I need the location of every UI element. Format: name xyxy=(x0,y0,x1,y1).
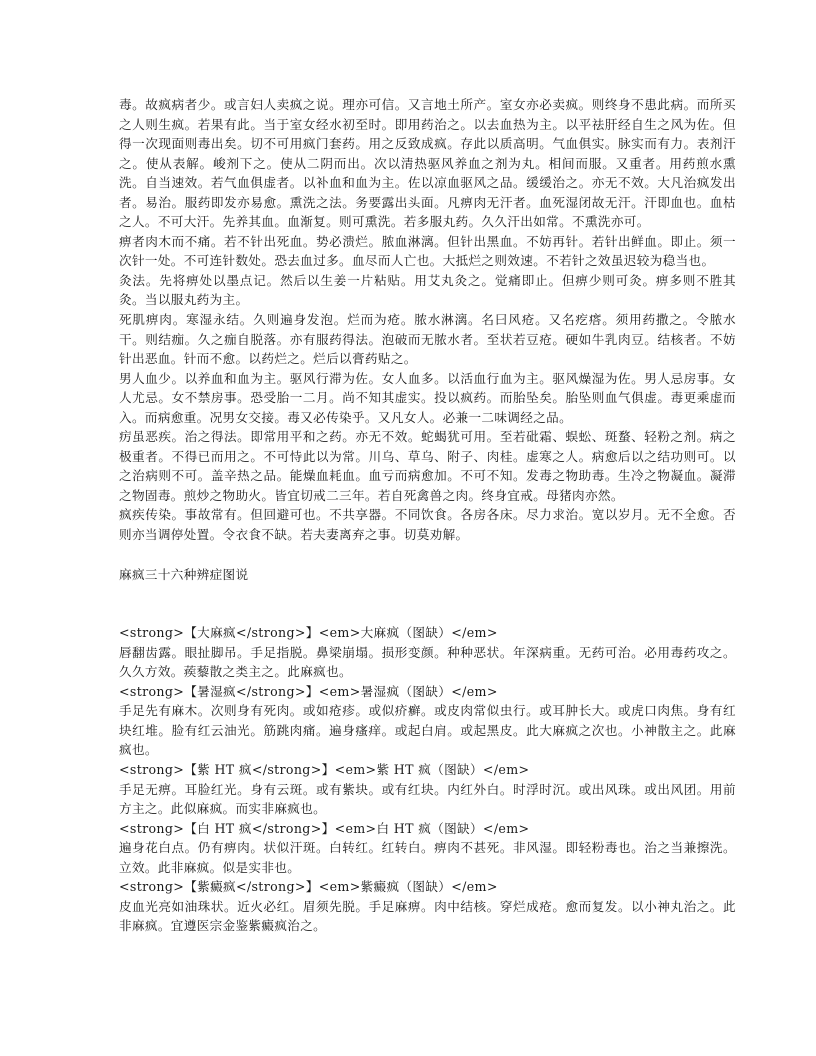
paragraph-3: 灸法。先将痹处以墨点记。然后以生姜一片粘贴。用艾丸灸之。觉痛即止。但痹少则可灸。痹多则不胜其灸。当以服丸药为主。 xyxy=(119,272,736,308)
entry-heading: <strong>【紫癜疯</strong>】<em>紫癜疯（图缺）</em> xyxy=(119,879,498,895)
paragraph-6: 疠虽恶疾。治之得法。即常用平和之药。亦无不效。蛇蝎犹可用。至若砒霜、蜈蚣、斑蝥、轻粉之剂。病之极重者。不得已而用之。不可恃此以为常。川乌、草乌、附子、肉桂。虚寒之人。病愈后以之结功则可。以之治病则不可。盖辛热之品。能燥血耗血。血亏而病愈加。不可不知。发毒之物助毒。生冷之物凝血。凝滞之物固毒。煎炒之物助火。皆宜切戒二三年。若自死禽兽之肉。终身宜戒。母猪肉亦然。 xyxy=(119,429,736,503)
entry-body: 遍身花白点。仍有痹肉。状似汗斑。白转红。红转白。痹肉不甚死。非风湿。即轻粉毒也。治之当兼擦洗。立效。此非麻疯。似是实非也。 xyxy=(119,840,736,875)
entry-heading: <strong>【暑湿疯</strong>】<em>暑湿疯（图缺）</em> xyxy=(119,683,498,699)
paragraph-2: 痹者肉木而不痛。若不针出死血。势必溃烂。脓血淋漓。但针出黑血。不妨再针。若针出鲜血。即止。须一次针一处。不可连针数处。恐去血过多。血尽而人亡也。大抵烂之则效速。不若针之效虽迟较为稳当也。 xyxy=(119,233,736,269)
entry-heading: <strong>【紫 HT 疯</strong>】<em>紫 HT 疯（图缺）</em> xyxy=(119,761,530,777)
entry-body: 手足先有麻木。次则身有死肉。或如疮疹。或似疥癣。或皮肉常似虫行。或耳肿长大。或虎口肉焦。身有红块红堆。脸有红云油光。筋跳肉痛。遍身瘙痒。或起白肩。或起黑皮。此大麻疯之次也。小神散主之。此麻疯也。 xyxy=(119,703,736,758)
entry-body: 皮血光亮如油珠状。近火必红。眉须先脱。手足麻痹。肉中结核。穿烂成疮。愈而复发。以小神丸治之。此非麻疯。宜遵医宗金鉴紫癜疯治之。 xyxy=(119,898,736,934)
entry-body: 手足无痹。耳脸红光。身有云斑。或有紫块。或有红块。内红外白。时浮时沉。或出风珠。或出风团。用前方主之。此似麻疯。而实非麻疯也。 xyxy=(119,781,736,817)
paragraph-4: 死肌痹肉。寒湿永结。久则遍身发泡。烂而为疮。脓水淋漓。名曰风疮。又名疙瘩。须用药撒之。令脓水干。则结痂。久之痂自脱落。亦有服药得法。泡破而无脓水者。至状若豆疮。硬如牛乳肉豆。结核者。不妨针出恶血。针而不愈。以药烂之。烂后以膏药贴之。 xyxy=(119,312,736,367)
paragraph-1: 毒。故疯病者少。或言妇人卖疯之说。理亦可信。又言地土所产。室女亦必卖疯。则终身不患此病。而所买之人则生疯。若果有此。当于室女经水初至时。即用药治之。以去血热为主。以平祛肝经自生之风为佐。但得一次现面则毒出矣。切不可用疯门套药。用之反致成疯。存此以质高明。气血俱实。脉实而有力。表剂汗之。使从表解。峻剂下之。使从二阴而出。次以清热驱风养血之剂为丸。相间而服。又重者。用药煎水熏洗。自当速效。若气血俱虚者。以补血和血为主。佐以凉血驱风之品。缓缓治之。亦无不效。大凡治疯发出者。易治。服药即发亦易愈。熏洗之法。务要露出头面。凡痹肉无汗者。血死湿闭故无汗。汗即血也。血枯之人。不可大汗。先养其血。血渐复。则可熏洗。若多服丸药。久久汗出如常。不熏洗亦可。 xyxy=(119,97,736,230)
paragraph-5: 男人血少。以养血和血为主。驱风行滞为佐。女人血多。以活血行血为主。驱风燥湿为佐。男人忌房事。女人尤忌。女不禁房事。恐受胎一二月。尚不知其虚实。投以疯药。而胎坠矣。胎坠则血气俱虚。毒更乘虚而入。而病愈重。况男女交接。毒又必传染乎。又凡女人。必兼一二味调经之品。 xyxy=(119,370,736,425)
entry-heading: <strong>【白 HT 疯</strong>】<em>白 HT 疯（图缺）</em> xyxy=(119,820,530,836)
entry-heading: <strong>【大麻疯</strong>】<em>大麻疯（图缺）</em> xyxy=(119,625,498,641)
entry-body: 唇翻齿露。眼扯脚吊。手足指脱。鼻梁崩塌。损形变颜。种种恶状。年深病重。无药可治。必用毒药攻之。久久方效。蒺藜散之类主之。此麻疯也。 xyxy=(119,644,736,680)
section-title: 麻疯三十六种辨症图说 xyxy=(119,566,249,582)
paragraph-7: 疯疾传染。事故常有。但回避可也。不共享器。不同饮食。各房各床。尽力求治。宽以岁月。无不全愈。否则亦当调停处置。令衣食不缺。若夫妻离弃之事。切莫劝解。 xyxy=(119,507,736,543)
